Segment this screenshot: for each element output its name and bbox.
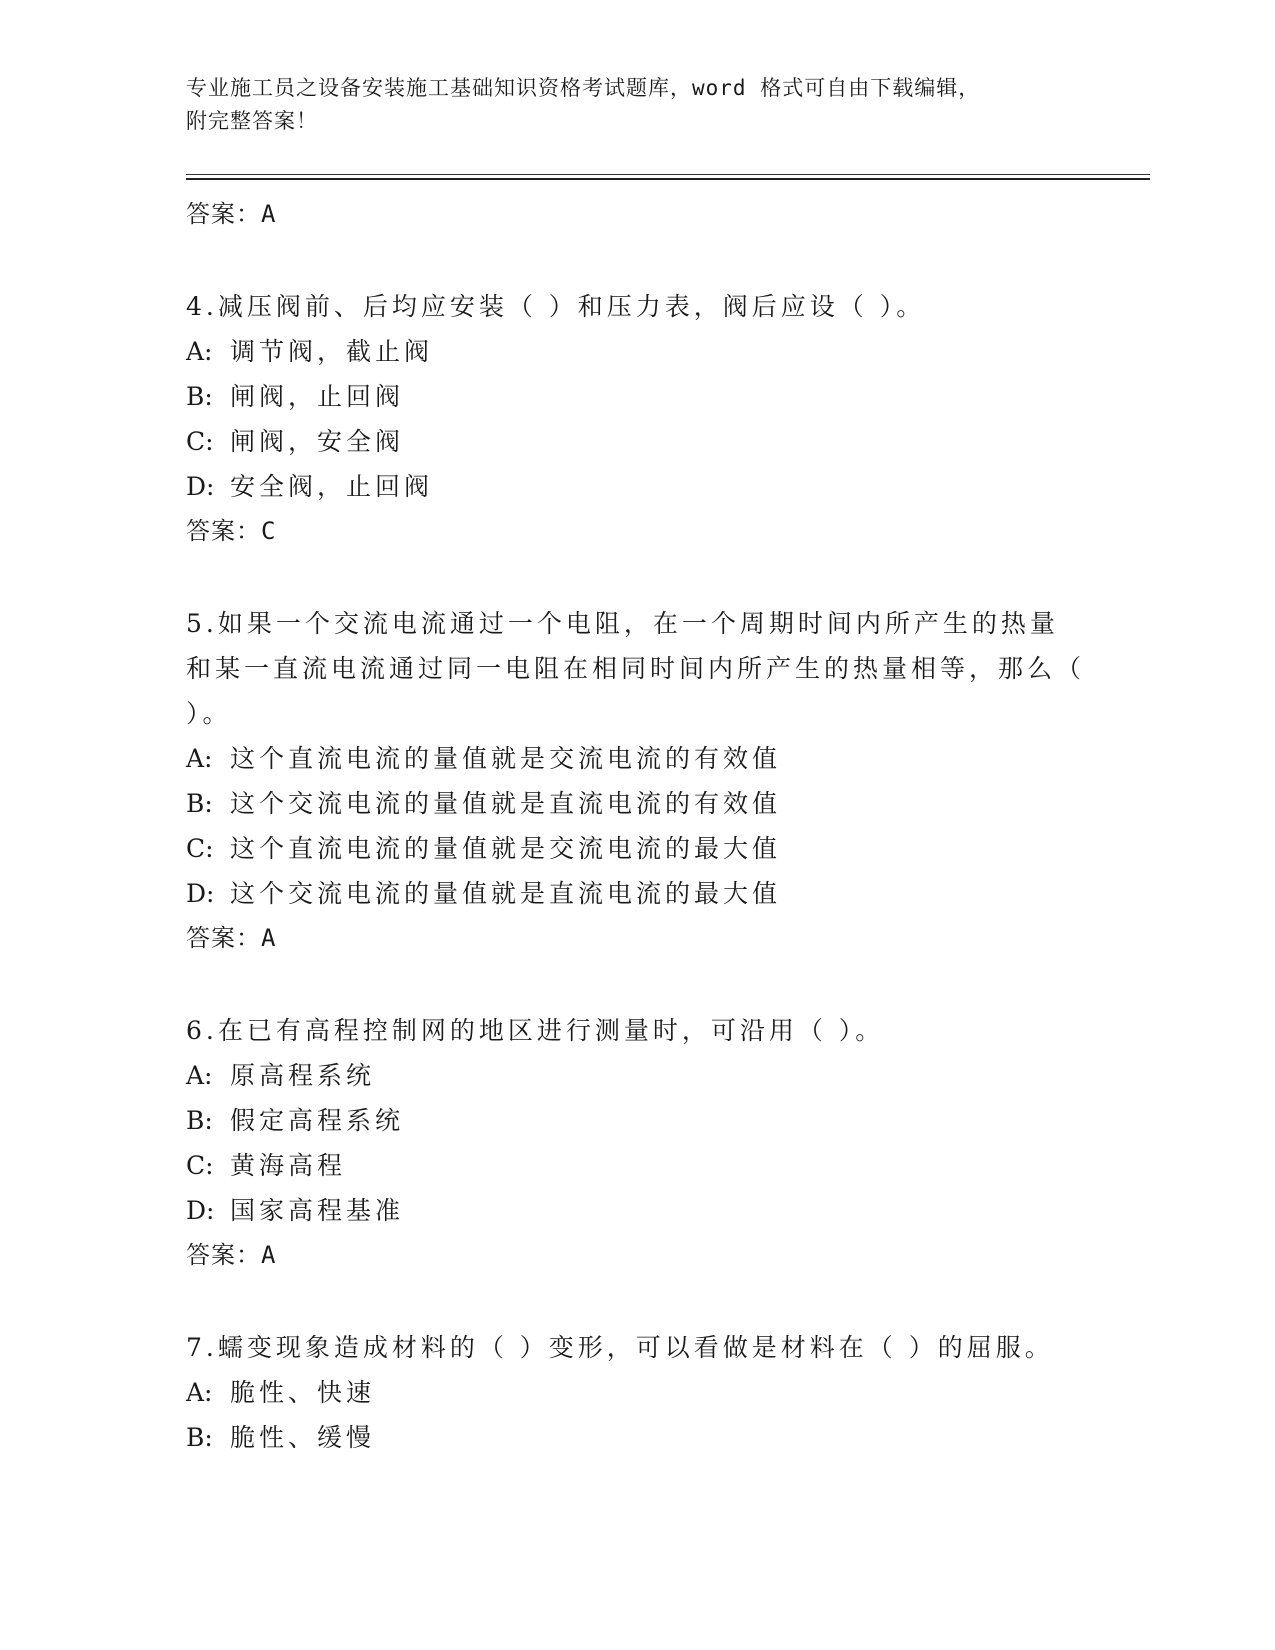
option-c [186,1143,1086,1188]
option-text: 闸阀，止回阀 [230,382,405,411]
option-c [186,826,1086,871]
header-intro-line-1: 专业施工员之设备安装施工基础知识资格考试题库，word 格式可自由下载编辑， [186,76,981,100]
option-key: D: [186,472,215,501]
question-item [186,1325,1086,1460]
option-a [186,1370,1086,1415]
option-key: A: [186,1378,213,1407]
option-key: A: [186,1061,213,1090]
header-rule-bottom [186,178,1150,180]
answer-line: 答案：C [186,517,277,545]
option-key: C: [186,1151,214,1180]
option-d [186,464,1086,509]
option-a [186,1053,1086,1098]
option-d [186,871,1086,916]
option-d [186,1188,1086,1233]
question-item [186,1008,1086,1277]
option-b [186,374,1086,419]
question-text: 6.在已有高程控制网的地区进行测量时，可沿用（ ）。 [186,1016,885,1045]
option-text: 脆性、缓慢 [230,1423,376,1452]
option-b [186,781,1086,826]
question-text: 4.减压阀前、后均应安装（ ）和压力表，阀后应设（ ）。 [186,292,926,321]
option-key: D: [186,879,215,908]
question-item [186,601,1086,960]
header-rule-top [186,174,1150,175]
option-text: 国家高程基准 [230,1196,405,1225]
header-intro-line-2: 附完整答案！ [186,109,318,133]
option-text: 黄海高程 [230,1151,347,1180]
question-list [186,192,1086,1460]
option-text: 原高程系统 [230,1061,376,1090]
question-item [186,284,1086,553]
option-text: 这个直流电流的量值就是交流电流的最大值 [230,834,782,863]
answer-line: 答案：A [186,200,277,228]
answer-line: 答案：A [186,1241,277,1269]
option-text: 假定高程系统 [230,1106,405,1135]
option-text: 这个直流电流的量值就是交流电流的有效值 [230,744,782,773]
option-text: 安全阀，止回阀 [230,472,434,501]
option-key: B: [186,382,213,411]
option-b [186,1098,1086,1143]
answer-line: 答案：A [186,924,277,952]
option-key: A: [186,744,213,773]
option-key: C: [186,427,214,456]
option-text: 这个交流电流的量值就是直流电流的有效值 [230,789,782,818]
option-text: 这个交流电流的量值就是直流电流的最大值 [230,879,782,908]
option-key: C: [186,834,214,863]
option-key: B: [186,1106,213,1135]
question-text: 5.如果一个交流电流通过一个电阻，在一个周期时间内所产生的热量和某一直流电流通过同一电阻在相同时间内所产生的热量相等，那么（ ）。 [186,609,1086,728]
option-text: 脆性、快速 [230,1378,376,1407]
option-key: D: [186,1196,215,1225]
option-text: 闸阀，安全阀 [230,427,405,456]
document-header [186,72,1066,138]
option-key: B: [186,789,213,818]
option-a [186,736,1086,781]
option-c [186,419,1086,464]
option-a [186,329,1086,374]
option-key: B: [186,1423,213,1452]
question-text: 7.蠕变现象造成材料的（ ）变形，可以看做是材料在（ ）的屈服。 [186,1333,1054,1362]
option-text: 调节阀，截止阀 [230,337,434,366]
option-b [186,1415,1086,1460]
option-key: A: [186,337,213,366]
